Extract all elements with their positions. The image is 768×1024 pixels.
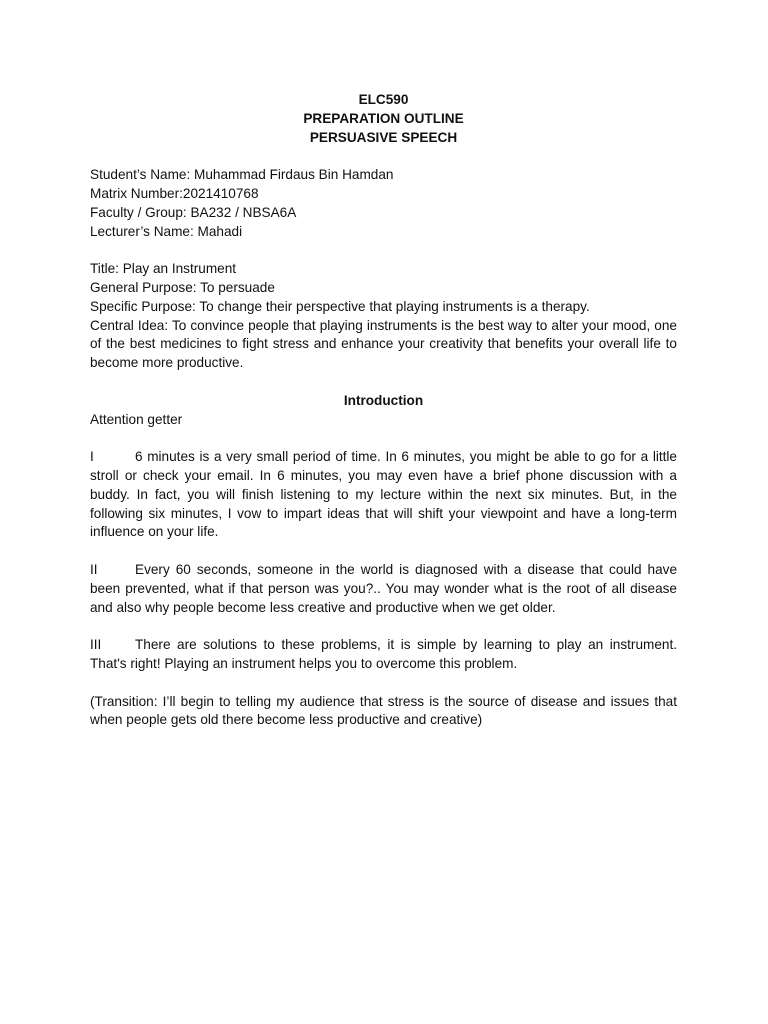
- spacer: [90, 617, 677, 636]
- intro-point-2: [90, 561, 677, 617]
- document-content: [90, 91, 677, 730]
- point-text: There are solutions to these problems, it is simple by learning to play an instrument. That's right! Playing an instrument helps you to overcome this problem.: [90, 637, 677, 671]
- point-numeral: III: [90, 637, 102, 653]
- intro-point-1: [90, 448, 677, 542]
- point-text: Every 60 seconds, someone in the world is diagnosed with a disease that could have been prevented, what if that person was you?.. You may wonder what is the root of all disease and also why people become less creative and productive when we get older.: [90, 561, 677, 615]
- attention-getter-label: Attention getter: [90, 411, 183, 427]
- speech-title: Title: Play an Instrument: [90, 261, 237, 277]
- specific-purpose: Specific Purpose: To change their perspective that playing instruments is a therapy.: [90, 298, 590, 314]
- course-code: ELC590: [358, 92, 409, 107]
- student-name: Student’s Name: Muhammad Firdaus Bin Hamdan: [90, 167, 394, 183]
- point-numeral: I: [90, 449, 94, 465]
- transition-note: (Transition: I’ll begin to telling my audience that stress is the source of disease and issues that when people gets old there become less productive and creative): [90, 693, 677, 728]
- intro-point-3: [90, 636, 677, 674]
- spacer: [90, 147, 677, 166]
- faculty-group: Faculty / Group: BA232 / NBSA6A: [90, 204, 297, 220]
- spacer: [90, 674, 677, 693]
- introduction-heading: Introduction: [343, 392, 424, 408]
- point-numeral: II: [90, 561, 98, 577]
- spacer: [90, 241, 677, 260]
- spacer: [90, 373, 677, 392]
- spacer: [90, 542, 677, 561]
- spacer: [90, 429, 677, 448]
- speech-type-heading: PERSUASIVE SPEECH: [309, 129, 458, 145]
- document-type-heading: PREPARATION OUTLINE: [303, 110, 464, 126]
- lecturer-name: Lecturer’s Name: Mahadi: [90, 223, 243, 239]
- point-text: 6 minutes is a very small period of time. In 6 minutes, you might be able to go for a little stroll or check your email. In 6 minutes, you may even have a brief phone discussion with a buddy. In fact, you will finish listening to my lecture within the next six minutes. But, in the following six minutes, I vow to impart ideas that will shift your viewpoint and have a long-term influence on your life.: [90, 449, 677, 540]
- matrix-number: Matrix Number:2021410768: [90, 185, 259, 201]
- central-idea: Central Idea: To convince people that playing instruments is the best way to alter your mood, one of the best medicines to fight stress and enhance your creativity that benefits your overall life to become more productive.: [90, 317, 677, 371]
- general-purpose: General Purpose: To persuade: [90, 279, 275, 295]
